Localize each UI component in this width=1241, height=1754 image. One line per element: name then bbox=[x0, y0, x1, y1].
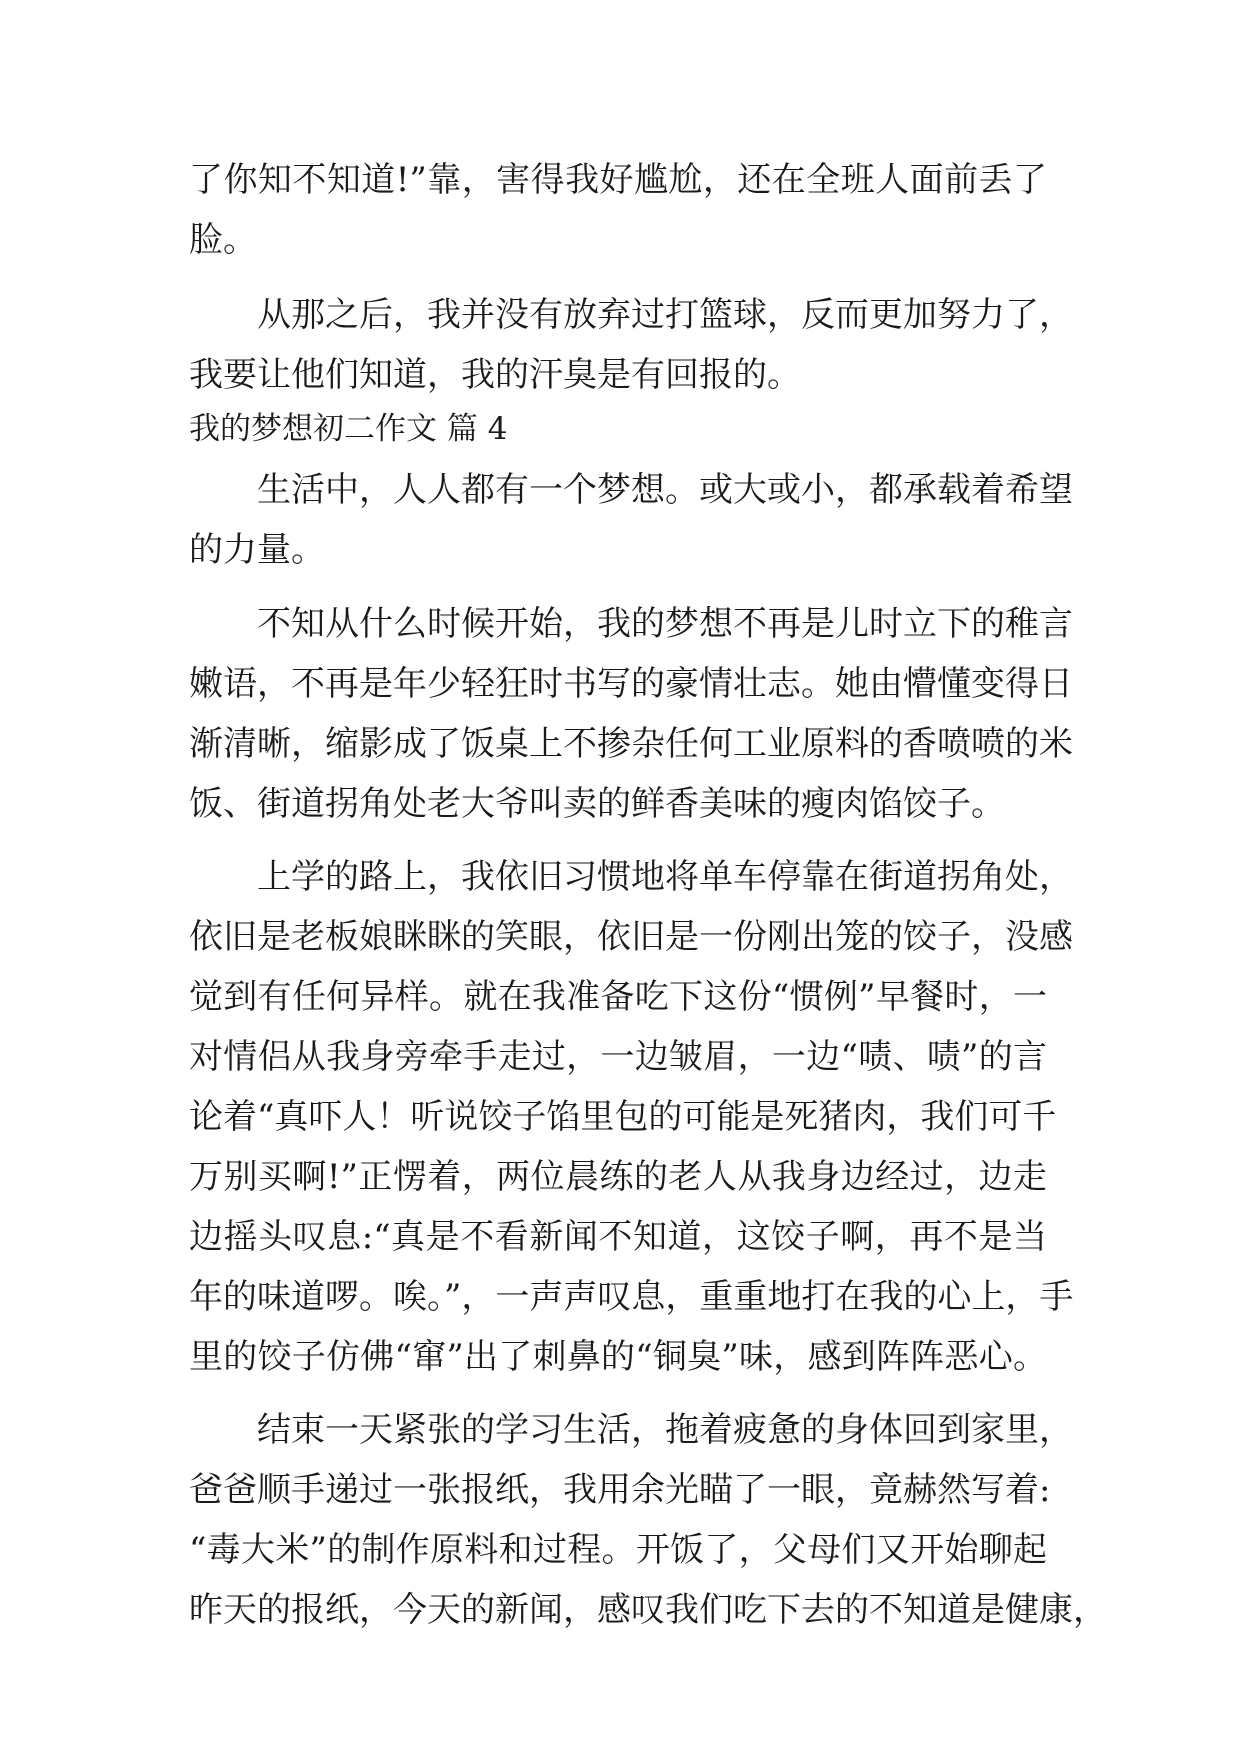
text-line: 脸。 bbox=[189, 220, 257, 260]
text-line: 饭、街道拐角处老大爷叫卖的鲜香美味的瘦肉馅饺子。 bbox=[189, 784, 1005, 824]
text-line: 对情侣从我身旁牵手走过，一边皱眉，一边“啧、啧”的言 bbox=[189, 1037, 1047, 1077]
text-line: 我要让他们知道，我的汗臭是有回报的。 bbox=[189, 355, 801, 395]
paragraph-first-line: 不知从什么时候开始，我的梦想不再是儿时立下的稚言 bbox=[257, 604, 1073, 644]
text-line: 里的饺子仿佛“窜”出了刺鼻的“铜臭”味，感到阵阵恶心。 bbox=[189, 1337, 1047, 1377]
paragraph-first-line: 从那之后，我并没有放弃过打篮球，反而更加努力了， bbox=[257, 295, 1073, 335]
paragraph-first-line: 结束一天紧张的学习生活，拖着疲惫的身体回到家里， bbox=[257, 1410, 1073, 1450]
text-line: 觉到有任何异样。就在我准备吃下这份“惯例”早餐时，一 bbox=[189, 977, 1047, 1017]
text-line: 依旧是老板娘眯眯的笑眼，依旧是一份刚出笼的饺子，没感 bbox=[189, 917, 1073, 957]
text-line: 了你知不知道!”靠，害得我好尴尬，还在全班人面前丢了 bbox=[189, 160, 1047, 200]
text-line: “毒大米”的制作原料和过程。开饭了，父母们又开始聊起 bbox=[189, 1530, 1047, 1570]
text-line: 论着“真吓人！听说饺子馅里包的可能是死猪肉，我们可千 bbox=[189, 1097, 1057, 1137]
text-line: 渐清晰，缩影成了饭桌上不掺杂任何工业原料的香喷喷的米 bbox=[189, 724, 1073, 764]
paragraph-first-line: 上学的路上，我依旧习惯地将单车停靠在街道拐角处， bbox=[257, 857, 1073, 897]
paragraph-first-line: 生活中，人人都有一个梦想。或大或小，都承载着希望 bbox=[257, 470, 1073, 510]
text-line: 嫩语，不再是年少轻狂时书写的豪情壮志。她由懵懂变得日 bbox=[189, 664, 1073, 704]
text-line: 万别买啊!”正愣着，两位晨练的老人从我身边经过，边走 bbox=[189, 1157, 1047, 1197]
text-line: 爸爸顺手递过一张报纸，我用余光瞄了一眼，竟赫然写着: bbox=[189, 1470, 1051, 1510]
text-line: 边摇头叹息:“真是不看新闻不知道，这饺子啊，再不是当 bbox=[189, 1217, 1047, 1257]
section-heading: 我的梦想初二作文 篇 4 bbox=[189, 411, 508, 447]
text-line: 年的味道啰。唉。”，一声声叹息，重重地打在我的心上，手 bbox=[189, 1277, 1074, 1317]
text-line: 昨天的报纸，今天的新闻，感叹我们吃下去的不知道是健康， bbox=[189, 1590, 1107, 1630]
text-line: 的力量。 bbox=[189, 530, 325, 570]
